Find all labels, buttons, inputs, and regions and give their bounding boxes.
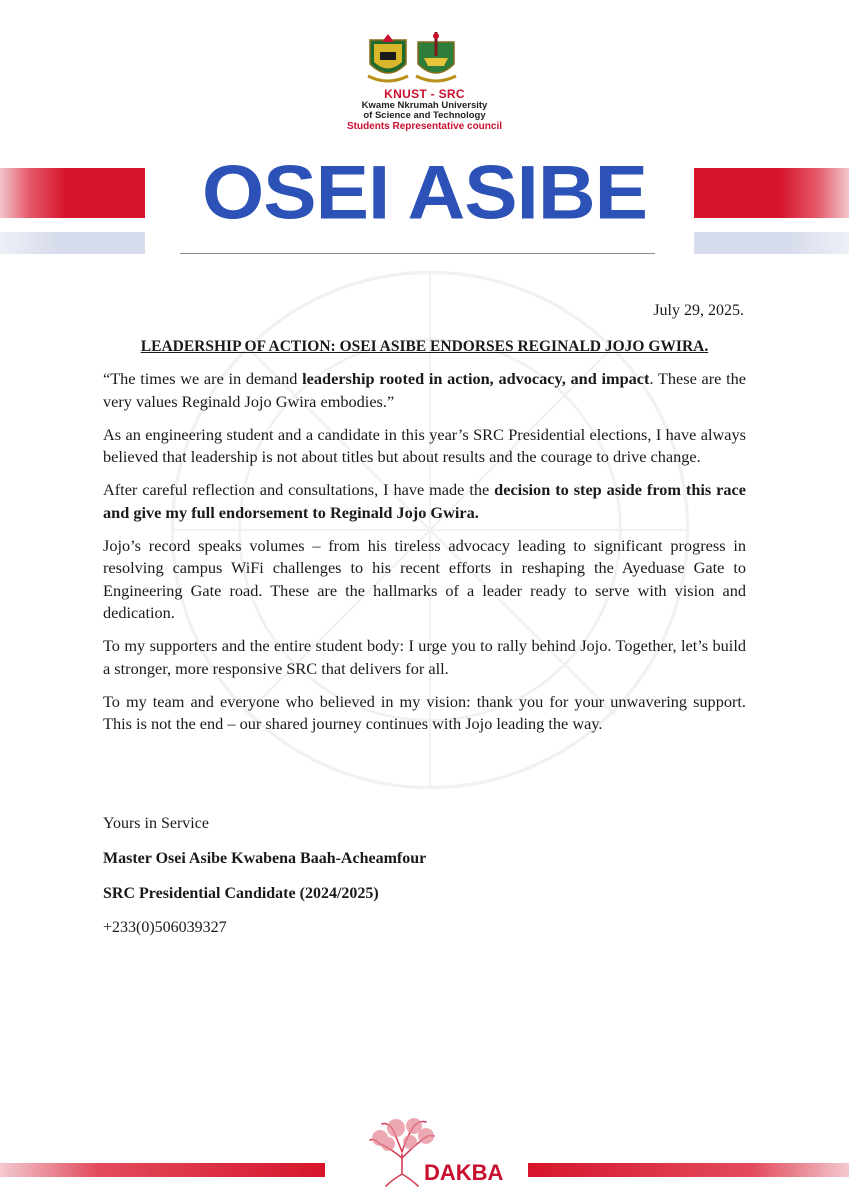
org-council-name: Students Representative council — [346, 121, 503, 132]
paragraph-1-emphasis: leadership rooted in action, advocacy, and impact — [302, 369, 650, 388]
paragraph-6: To my team and everyone who believed in my vision: thank you for your unwavering support. This is not the end – our shared journey continues with Jojo leading the way. — [103, 691, 746, 733]
banner-divider — [180, 253, 655, 254]
paragraph-3 — [103, 479, 746, 524]
footer-tree-logo-icon — [362, 1114, 504, 1194]
org-name-line-1: Kwame Nkrumah University — [361, 100, 488, 111]
paragraph-3-emphasis: decision to step aside from this race and give my full endorsement to Reginald Jojo Gwira. — [103, 480, 746, 522]
paragraph-2: As an engineering student and a candidate in this year’s SRC Presidential elections, I have always believed that leadership is not about titles but about results and the courage to drive change. — [103, 424, 746, 466]
footer-left-stripe — [0, 1163, 325, 1177]
paragraph-3-text: After careful reflection and consultations, I have made the — [103, 480, 495, 499]
letter-date: July 29, 2025. — [653, 302, 744, 319]
paragraph-4: Jojo’s record speaks volumes – from his tireless advocacy leading to significant progress in resolving campus WiFi challenges to his recent efforts in reshaping the Ayeduase Gate to Engineering Gate road. These are the hallmarks of a leader ready to serve with vision and dedication. — [103, 535, 746, 622]
signature-phone: +233(0)506039327 — [103, 919, 227, 936]
signature-title: SRC Presidential Candidate (2024/2025) — [103, 885, 379, 902]
footer-right-stripe — [528, 1163, 849, 1177]
paragraph-5: To my supporters and the entire student body: I urge you to rally behind Jojo. Together, let’s build a stronger, more responsive SRC that delivers for all. — [103, 636, 746, 678]
letter-headline: LEADERSHIP OF ACTION: OSEI ASIBE ENDORSES REGINALD JOJO GWIRA. — [140, 338, 709, 355]
paragraph-1-text-end: . These are the very values Reginald Jojo Gwira embodies.” — [103, 369, 746, 411]
org-short-name: KNUST - SRC — [384, 87, 465, 101]
candidate-banner-name: OSEI ASIBE — [202, 150, 647, 235]
signature-closing: Yours in Service — [103, 815, 209, 832]
org-name-line-2: of Science and Technology — [363, 110, 486, 121]
paragraph-1-text: “The times we are in demand — [103, 369, 303, 388]
signature-name: Master Osei Asibe Kwabena Baah-Acheamfour — [103, 850, 427, 867]
footer-logo-text: DAKBA — [424, 1160, 504, 1185]
letter-body — [103, 368, 746, 746]
paragraph-1 — [103, 368, 746, 413]
university-crests-icon — [366, 30, 458, 88]
